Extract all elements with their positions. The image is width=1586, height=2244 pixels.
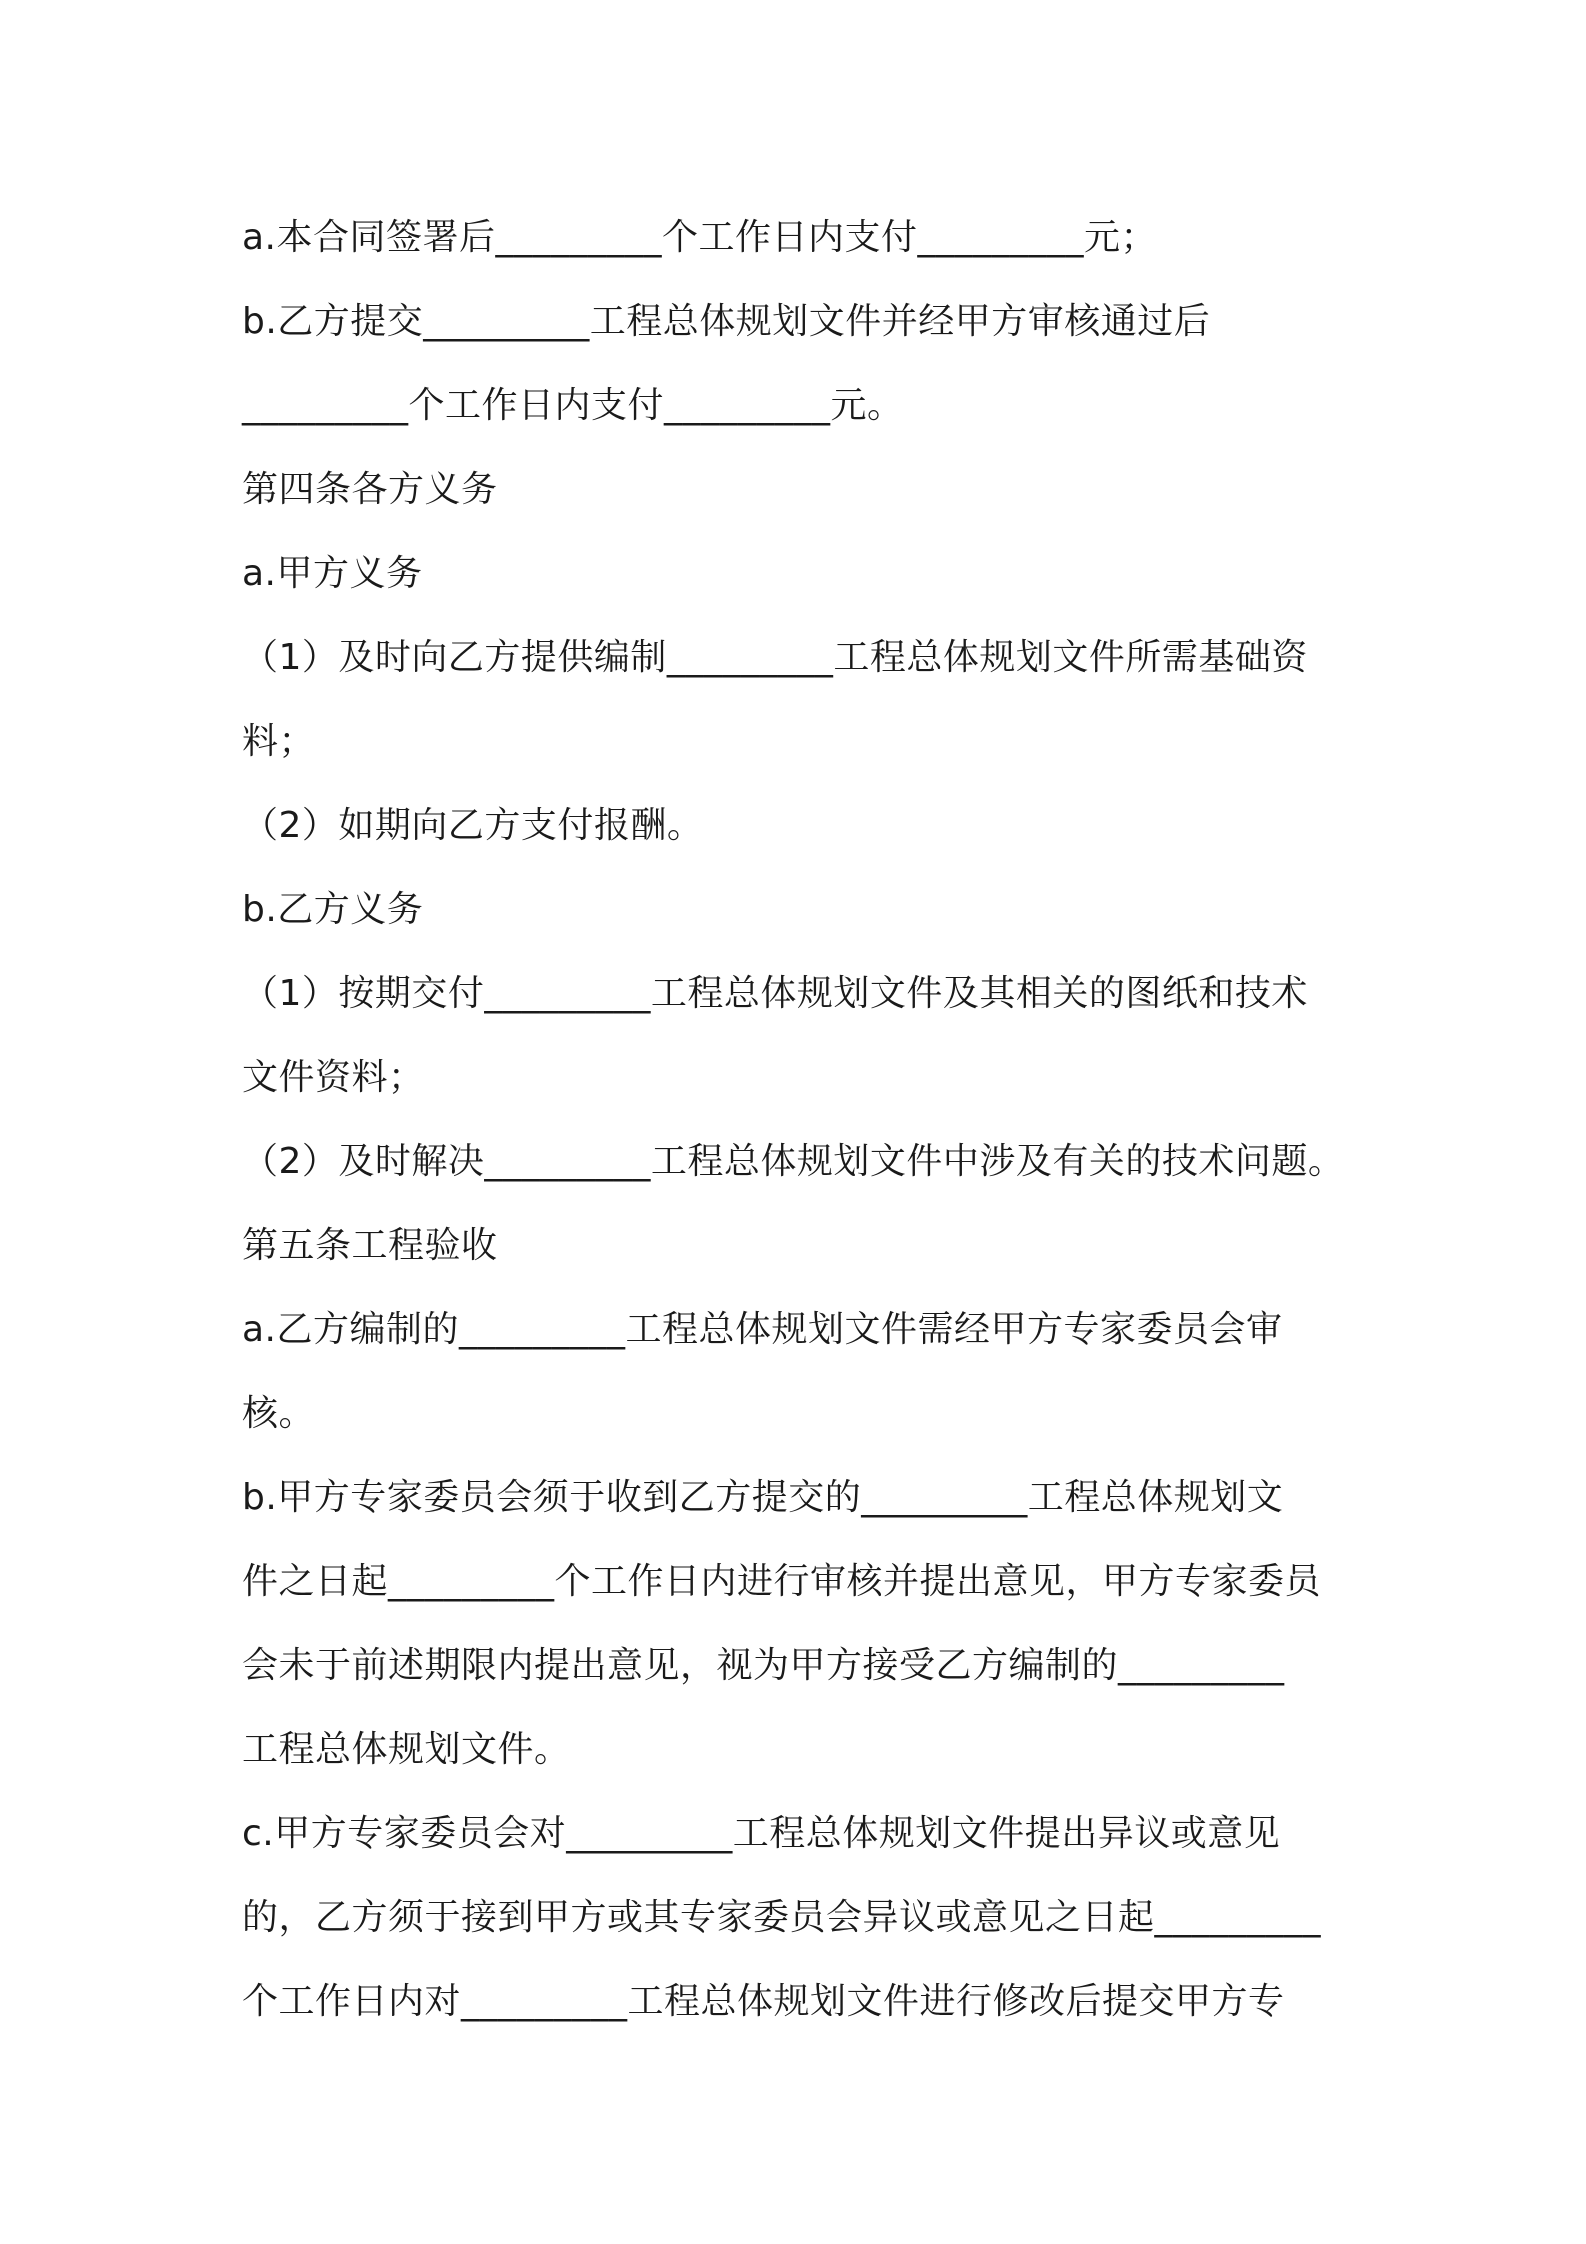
acceptance-clause-b-cont-3: 工程总体规划文件。 (242, 1729, 571, 1770)
party-a-obligation-2: （2）如期向乙方支付报酬。 (242, 805, 704, 846)
payment-clause-a: a.本合同签署后_________个工作日内支付_________元； (242, 217, 1158, 258)
party-a-obligation-1: （1）及时向乙方提供编制_________工程总体规划文件所需基础资 (242, 637, 1308, 678)
acceptance-clause-c: c.甲方专家委员会对_________工程总体规划文件提出异议或意见 (242, 1813, 1281, 1854)
acceptance-clause-b-cont-1: 件之日起_________个工作日内进行审核并提出意见，甲方专家委员 (242, 1561, 1322, 1602)
party-b-obligation-1-cont: 文件资料； (242, 1057, 425, 1098)
acceptance-clause-c-cont-1: 的，乙方须于接到甲方或其专家委员会异议或意见之日起_________ (242, 1897, 1322, 1938)
acceptance-clause-a: a.乙方编制的_________工程总体规划文件需经甲方专家委员会审 (242, 1309, 1283, 1350)
acceptance-clause-b-cont-2: 会未于前述期限内提出意见，视为甲方接受乙方编制的_________ (242, 1645, 1285, 1686)
party-a-obligation-1-cont: 料； (242, 721, 316, 762)
document-body (242, 196, 1392, 2044)
party-b-obligations-heading: b.乙方义务 (242, 889, 424, 930)
article-5-heading: 第五条工程验收 (242, 1225, 498, 1266)
acceptance-clause-c-cont-2: 个工作日内对_________工程总体规划文件进行修改后提交甲方专 (242, 1981, 1285, 2022)
article-4-heading: 第四条各方义务 (242, 469, 498, 510)
party-b-obligation-1: （1）按期交付_________工程总体规划文件及其相关的图纸和技术 (242, 973, 1308, 1014)
acceptance-clause-b: b.甲方专家委员会须于收到乙方提交的_________工程总体规划文 (242, 1477, 1284, 1518)
payment-clause-b-cont: _________个工作日内支付_________元。 (242, 385, 904, 426)
payment-clause-b: b.乙方提交_________工程总体规划文件并经甲方审核通过后 (242, 301, 1211, 342)
party-b-obligation-2: （2）及时解决_________工程总体规划文件中涉及有关的技术问题。 (242, 1141, 1345, 1182)
party-a-obligations-heading: a.甲方义务 (242, 553, 423, 594)
acceptance-clause-a-cont: 核。 (242, 1393, 316, 1434)
